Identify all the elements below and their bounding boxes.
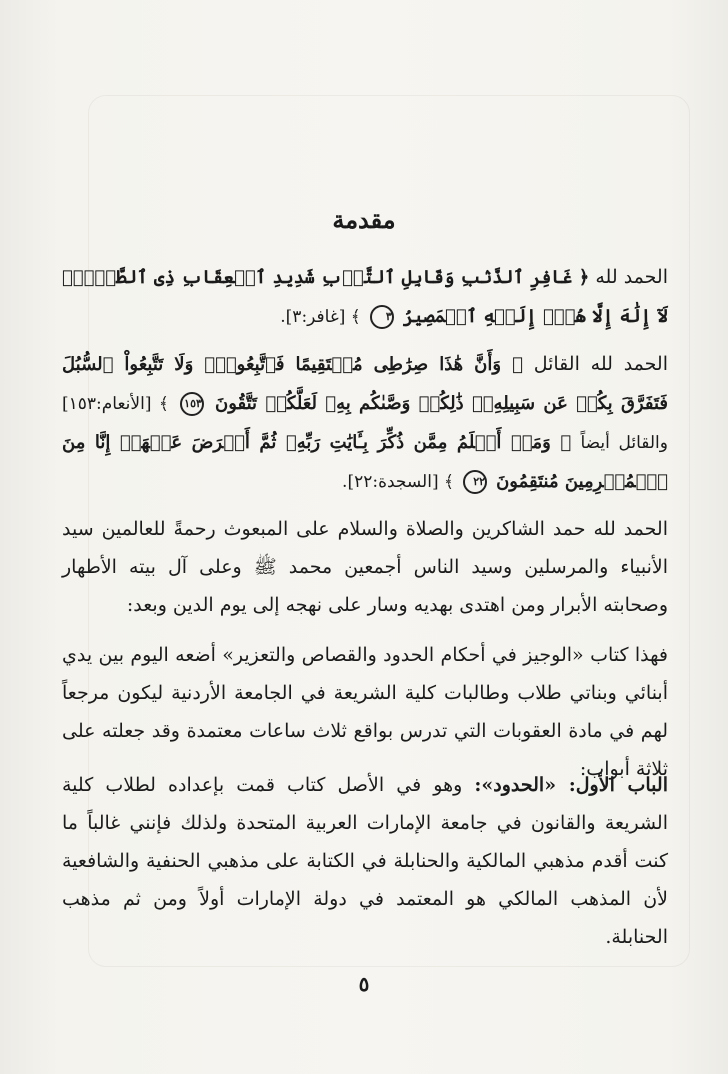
verse-reference: ﴾ [غافر:٣]. (280, 307, 361, 327)
paragraph-3 (62, 510, 668, 624)
ayah-number-marker: ٢٢ (463, 470, 487, 494)
ayah-number-marker: ٣ (370, 305, 394, 329)
quran-verse-anam: ﴿ وَأَنَّ هَٰذَا صِرَٰطِى مُسۡتَقِيمًا فَٱتَّبِعُوهُۖ وَلَا تَتَّبِعُواْ ٱلسُّبُلَ فَتَفَرَّقَ بِكُمۡ عَن سَبِيلِهِۦۚ ذَٰلِكُمۡ وَصَّىٰكُم بِهِۦ لَعَلَّكُمۡ تَتَّقُونَ (62, 354, 668, 414)
paragraph-2-lead: الحمد لله القائل (533, 353, 668, 375)
quran-verse-sajdah: ﴿ وَمَنۡ أَظۡلَمُ مِمَّن ذُكِّرَ بِـَٔايَٰتِ رَبِّهِۦ ثُمَّ أَعۡرَضَ عَنۡهَآۚ إِنَّا مِنَ ٱلۡمُجۡرِمِينَ مُنتَقِمُونَ (62, 432, 668, 492)
paragraph-4-text: فهذا كتاب «الوجيز في أحكام الحدود والقصاص والتعزير» أضعه اليوم بين يدي أبنائي وبناتي طلاب وطالبات كلية الشريعة في الجامعة الأردنية ليكون مرجعاً لهم في مادة العقوبات التي تدرس بواقع ثلاث ساعات معتمدة وقد جعلته على ثلاثة أبواب: (62, 644, 668, 780)
page-number: ٥ (358, 972, 370, 996)
paragraph-1 (62, 258, 668, 336)
page-heading: مقدمة (332, 205, 396, 234)
paragraph-2 (62, 345, 668, 501)
verse-reference: ﴾ [السجدة:٢٢]. (342, 472, 454, 492)
quran-verse-ghafir: ﴿ غَافِرِ ٱلذَّنۢبِ وَقَابِلِ ٱلتَّوۡبِ شَدِيدِ ٱلۡعِقَابِ ذِى ٱلطَّوۡلِۖ لَآ إِلَٰهَ إِلَّا هُوَۖ إِلَيۡهِ ٱلۡمَصِيرُ (62, 267, 668, 327)
paragraph-5 (62, 766, 668, 956)
chapter-one-text: وهو في الأصل كتاب قمت بإعداده لطلاب كلية الشريعة والقانون في جامعة الإمارات العربية المتحدة ولذلك فإنني غالباً ما كنت أقدم مذهبي المالكية والحنابلة في الكتابة على مذهبي الحنفية والشافعية لأن المذهب المالكي هو المعتمد في دولة الإمارات أولاً ومن ثم مذهب الحنابلة. (62, 774, 668, 948)
paragraph-3-text: الحمد لله حمد الشاكرين والصلاة والسلام على المبعوث رحمةً للعالمين سيد الأنبياء والمرسلين وسيد الناس أجمعين محمد ﷺ وعلى آل بيته الأطهار وصحابته الأبرار ومن اهتدى بهديه وسار على نهجه إلى يوم الدين وبعد: (62, 518, 668, 616)
ayah-number-marker: ١٥٣ (180, 392, 204, 416)
verse-reference: ﴾ [الأنعام:١٥٣] والقائل أيضاً (62, 394, 668, 453)
chapter-one-label: الباب الأول: «الحدود»: (474, 774, 668, 796)
paragraph-1-lead: الحمد لله (595, 266, 668, 288)
